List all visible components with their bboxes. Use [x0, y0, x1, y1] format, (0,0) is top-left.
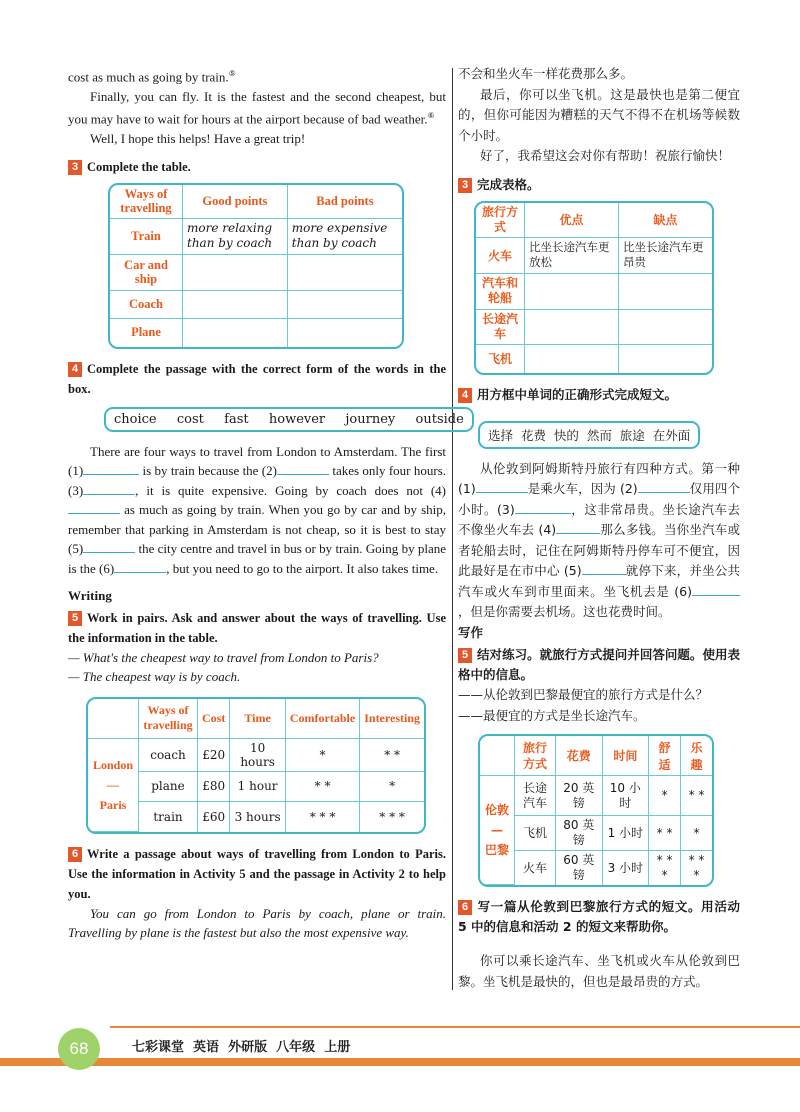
- table-cell: more relaxing than by coach: [183, 219, 288, 255]
- table-cell: train: [139, 802, 198, 832]
- table-cell-empty[interactable]: [183, 319, 288, 347]
- table-cell: * * *: [286, 802, 360, 832]
- table-cell: 10 hours: [230, 739, 286, 772]
- table-cell: plane: [139, 772, 198, 802]
- table-row-label: Plane: [110, 319, 183, 347]
- blank-2[interactable]: [638, 479, 690, 493]
- table-cell: 火车: [515, 851, 556, 885]
- table-cell: *: [286, 739, 360, 772]
- table-row-label: Train: [110, 219, 183, 255]
- table-cell: 飞机: [515, 816, 556, 851]
- route-label: 伦敦 — 巴黎: [480, 776, 515, 885]
- task-3-heading: 3 Complete the table.: [68, 157, 446, 177]
- blank-6[interactable]: [114, 559, 166, 573]
- table-row-label: 长途汽车: [476, 310, 525, 345]
- table-cell: 3 小时: [603, 851, 650, 885]
- table-header: 舒适: [649, 736, 681, 776]
- table-cell: £60: [198, 802, 230, 832]
- blank-3[interactable]: [515, 500, 571, 514]
- table-cell-empty[interactable]: [288, 319, 402, 347]
- table-row-label: Coach: [110, 291, 183, 319]
- writing-heading: Writing: [68, 588, 112, 604]
- blank-2[interactable]: [277, 461, 329, 475]
- table-corner: [480, 736, 515, 776]
- sample-passage: 你可以乘长途汽车、坐飞机或火车从伦敦到巴黎。坐飞机是最快的，但也是最昂贵的方式。: [458, 953, 740, 989]
- table-row-label: 火车: [476, 238, 525, 274]
- table-cell-empty[interactable]: [525, 274, 619, 310]
- table-cell: 20 英镑: [556, 776, 603, 816]
- task-5-heading: 5 Work in pairs. Ask and answer about the ways of travelling. Use the information in the table.: [68, 610, 446, 645]
- table-london-paris: [478, 734, 714, 887]
- blank-1[interactable]: [476, 479, 528, 493]
- table-cell: more expensive than by coach: [288, 219, 402, 255]
- word-box: 选择 花费 快的 然而 旅途 在外面: [478, 421, 740, 449]
- table-cell: *: [649, 776, 681, 816]
- table-cell: 60 英镑: [556, 851, 603, 885]
- table-cell: * *: [286, 772, 360, 802]
- footer-rule: [110, 1026, 800, 1028]
- table-cell-empty[interactable]: [525, 310, 619, 345]
- intro-paragraph-2: Finally, you can fly. It is the fastest and the second cheapest, but you may have to wait for hours at the airport because of bad weather.⑥: [68, 88, 446, 127]
- table-london-paris: [86, 697, 426, 834]
- table-header: 旅行方式: [476, 203, 525, 238]
- footer-band: [0, 1058, 800, 1066]
- fill-in-passage: 从伦敦到阿姆斯特丹旅行有四种方式。第一种 (1) 是乘火车，因为 (2) 仅用四个小时。(3) ，这非常昂贵。坐长途汽车去不像坐火车去 (4) 那么多钱。当你坐汽车或者轮船去时，记住在阿姆斯特丹停车可不便宜，因此最好是在市中心 (5) 就停下来，并坐公共汽车或火车到市里面来。坐飞机去是 (6)，但是你需要去机场。这也花费时间。: [458, 460, 740, 619]
- task-4-heading: 4 Complete the passage with the correct form of the words in the box.: [68, 361, 446, 396]
- table-cell: £20: [198, 739, 230, 772]
- fill-in-passage: There are four ways to travel from London to Amsterdam. The first (1) is by train because the (2) takes only four hours. (3) , it is quite expensive. Going by coach does not (4) as much as going by train. When you go by car and by ship, remember that parking in Amsterdam is not cheap, so it is best to stay (5) the city centre and travel in bus or by train. Going by plane is the (6) , but you need to go to the airport. It also takes time.: [68, 443, 447, 576]
- table-cell: 80 英镑: [556, 816, 603, 851]
- column-divider: [452, 68, 453, 990]
- intro-paragraph-2: 最后，你可以坐飞机。这是最快也是第二便宜的，但你可能因为糟糕的天气不得不在机场等候数个小时。: [458, 86, 740, 143]
- table-cell: 10 小时: [603, 776, 650, 816]
- intro-paragraph-3: 好了，我希望这会对你有帮助！祝旅行愉快！: [480, 148, 731, 163]
- task-6-heading: 6 Write a passage about ways of travelling from London to Paris. Use the information in Activity 5 and the passage in Activity 2 to help you.: [68, 846, 446, 901]
- table-ways-points: [474, 201, 714, 375]
- table-cell: * * *: [649, 851, 681, 885]
- task-3-heading: 3 完成表格。: [458, 175, 740, 195]
- table-header: Interesting: [360, 699, 424, 739]
- table-cell: 3 hours: [230, 802, 286, 832]
- table-cell: * *: [649, 816, 681, 851]
- dialog-answer: — The cheapest way is by coach.: [68, 669, 241, 685]
- table-cell-empty[interactable]: [619, 345, 712, 373]
- table-row-label: 汽车和轮船: [476, 274, 525, 310]
- table-header: 旅行方式: [515, 736, 556, 776]
- table-cell: * *: [360, 739, 424, 772]
- table-header: Ways of travelling: [110, 185, 183, 219]
- intro-paragraph-3: Well, I hope this helps! Have a great trip!: [90, 131, 306, 147]
- dialog-answer: ——最便宜的方式是坐长途汽车。: [458, 707, 646, 723]
- blank-4[interactable]: [556, 520, 600, 534]
- table-header: 优点: [525, 203, 619, 238]
- task-6-heading: 6 写一篇从伦敦到巴黎旅行方式的短文。用活动 5 中的信息和活动 2 的短文来帮助你。: [458, 899, 740, 934]
- intro-line: cost as much as going by train.⑤: [68, 69, 236, 85]
- table-cell: *: [360, 772, 424, 802]
- table-cell: *: [681, 816, 712, 851]
- sample-passage: You can go from London to Paris by coach, plane or train. Travelling by plane is the fastest but also the most expensive way.: [68, 905, 446, 941]
- writing-heading: 写作: [458, 624, 484, 640]
- dialog-question: — What's the cheapest way to travel from London to Paris?: [68, 649, 379, 665]
- chinese-column: [458, 64, 740, 992]
- route-label: London — Paris: [88, 739, 139, 832]
- table-corner: [88, 699, 139, 739]
- table-header: Ways of travelling: [139, 699, 198, 739]
- table-cell: 比坐长途汽车更放松: [525, 238, 619, 274]
- table-cell-empty[interactable]: [288, 291, 402, 319]
- table-row-label: Car and ship: [110, 255, 183, 291]
- table-cell: £80: [198, 772, 230, 802]
- blank-3[interactable]: [83, 481, 135, 495]
- blank-6[interactable]: [692, 582, 740, 596]
- table-cell-empty[interactable]: [525, 345, 619, 373]
- english-column: [68, 64, 464, 943]
- table-cell: 1 小时: [603, 816, 650, 851]
- table-header: Comfortable: [286, 699, 360, 739]
- blank-4[interactable]: [68, 500, 120, 514]
- table-cell: 长途汽车: [515, 776, 556, 816]
- table-header: Time: [230, 699, 286, 739]
- table-cell: * *: [681, 776, 712, 816]
- table-header: 花费: [556, 736, 603, 776]
- intro-line: 不会和坐火车一样花费那么多。: [458, 66, 634, 81]
- table-cell: coach: [139, 739, 198, 772]
- table-cell: * * *: [688, 853, 705, 882]
- task-5-heading: 5 结对练习。就旅行方式提问并回答问题。使用表格中的信息。: [458, 647, 740, 682]
- table-cell: 比坐长途汽车更昂贵: [619, 238, 712, 274]
- table-cell-empty[interactable]: [619, 310, 712, 345]
- table-header: 缺点: [619, 203, 712, 238]
- table-header: 乐趣: [681, 736, 712, 776]
- table-header: Cost: [198, 699, 230, 739]
- table-header: Good points: [183, 185, 288, 219]
- book-title: 七彩课堂 英语 外研版 八年级 上册: [132, 1040, 351, 1055]
- dialog-question: ——从伦敦到巴黎最便宜的旅行方式是什么？: [458, 687, 709, 702]
- blank-1[interactable]: [83, 461, 139, 475]
- table-cell-empty[interactable]: [288, 255, 402, 291]
- table-row-label: 飞机: [476, 345, 525, 373]
- table-ways-points: [108, 183, 404, 349]
- blank-5[interactable]: [582, 561, 626, 575]
- table-header: Bad points: [288, 185, 402, 219]
- table-cell-empty[interactable]: [183, 291, 288, 319]
- table-cell: 1 hour: [230, 772, 286, 802]
- word-box: choice cost fast however journey outside: [104, 407, 446, 432]
- table-header: 时间: [603, 736, 650, 776]
- table-cell-empty[interactable]: [619, 274, 712, 310]
- table-cell: * * *: [379, 809, 405, 824]
- table-cell-empty[interactable]: [183, 255, 288, 291]
- page-number: 68: [58, 1028, 100, 1070]
- task-4-heading: 4 用方框中单词的正确形式完成短文。: [458, 385, 740, 405]
- blank-5[interactable]: [83, 539, 135, 553]
